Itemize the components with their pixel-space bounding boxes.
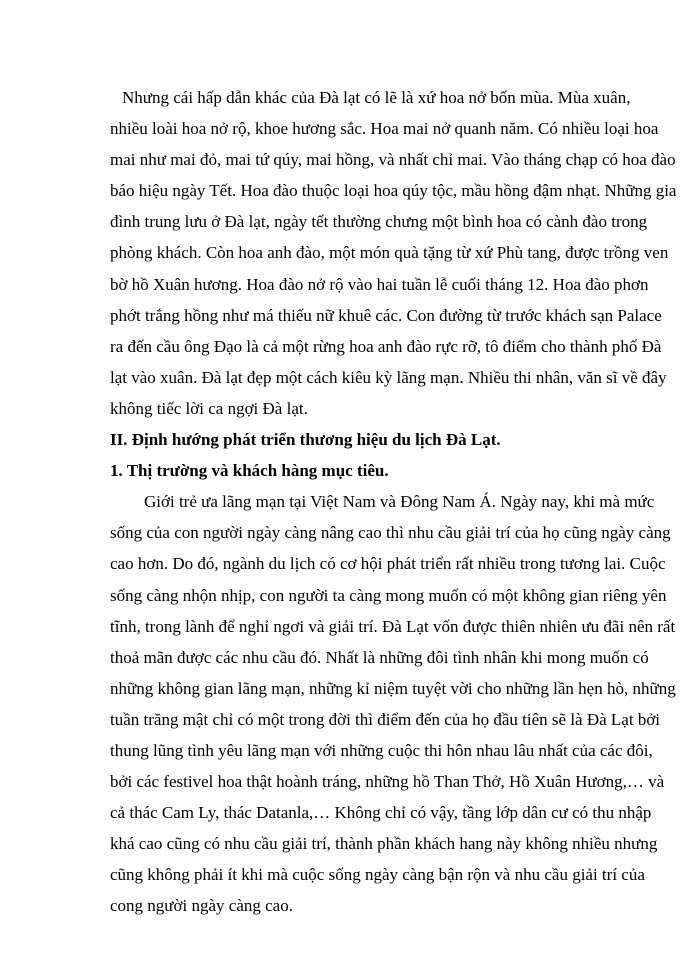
paragraph-line: bởi các festivel hoa thật hoành tráng, những hồ Than Thở, Hồ Xuân Hương,… và — [110, 772, 665, 792]
paragraph-line: lạt vào xuân. Đà lạt đẹp một cách kiêu kỳ lãng mạn. Nhiều thi nhân, văn sĩ về đây — [110, 367, 667, 387]
paragraph-line: khá cao cũng có nhu cầu giải trí, thành phần khách hang này không nhiều nhưng — [110, 834, 658, 854]
paragraph-line: thoả mãn được các nhu cầu đó. Nhất là những đôi tình nhân khi mong muốn có — [110, 647, 649, 667]
paragraph-line: cong người ngày càng cao. — [110, 896, 293, 916]
paragraph-target-market — [110, 486, 676, 921]
paragraph-line: cao hơn. Do đó, ngành du lịch có cơ hội phát triển rất nhiều trong tương lai. Cuộc — [110, 554, 666, 574]
paragraph-line: những không gian lãng mạn, những kỉ niệm tuyệt vời cho những lần hẹn hò, những — [110, 678, 676, 698]
paragraph-line: mai như mai đỏ, mai tứ qúy, mai hồng, và nhất chỉ mai. Vào tháng chạp có hoa đào — [110, 150, 676, 170]
paragraph-line: bờ hồ Xuân hương. Hoa đào nở rộ vào hai tuần lễ cuối tháng 12. Hoa đào phơn — [110, 274, 649, 294]
paragraph-line: sống càng nhộn nhịp, con người ta càng mong muốn có một không gian riêng yên — [110, 585, 667, 605]
paragraph-line: thung lũng tình yêu lãng mạn với những cuộc thi hôn nhau lâu nhất của các đôi, — [110, 740, 653, 760]
paragraph-line: ra đến cầu ông Đạo là cả một rừng hoa anh đào rực rỡ, tô điểm cho thành phố Đà — [110, 336, 662, 356]
document-body — [110, 82, 677, 922]
paragraph-line: sống của con người ngày càng nâng cao thì nhu cầu giải trí của họ cũng ngày càng — [110, 523, 671, 543]
paragraph-line: cả thác Cam Ly, thác Datanla,… Không chỉ có vậy, tầng lớp dân cư có thu nhập — [110, 803, 652, 823]
paragraph-line: phớt trắng hồng như má thiếu nữ khuê các. Con đường từ trước khách sạn Palace — [110, 305, 662, 325]
paragraph-line: phòng khách. Còn hoa anh đào, một món quà tặng từ xứ Phù tang, được trồng ven — [110, 243, 669, 263]
paragraph-line: nhiều loài hoa nở rộ, khoe hương sắc. Hoa mai nở quanh năm. Có nhiều loại hoa — [110, 119, 659, 139]
section-heading: II. Định hướng phát triển thương hiệu du lịch Đà Lạt. — [110, 430, 501, 450]
paragraph-line: Giới trẻ ưa lãng mạn tại Việt Nam và Đông Nam Á. Ngày nay, khi mà mức — [144, 492, 655, 512]
paragraph-line: cũng không phải ít khi mà cuộc sống ngày càng bận rộn và nhu cầu giải trí của — [110, 865, 645, 885]
paragraph-line: đình trung lưu ở Đà lạt, ngày tết thường chưng một bình hoa có cành đào trong — [110, 212, 648, 232]
paragraph-line: tuần trăng mật chỉ có một trong đời thì điểm đến của họ đầu tiên sẽ là Đà Lạt bởi — [110, 709, 661, 729]
paragraph-flowers — [110, 82, 677, 424]
subsection-heading: 1. Thị trường và khách hàng mục tiêu. — [110, 461, 389, 481]
paragraph-line: không tiếc lời ca ngợi Đà lạt. — [110, 398, 308, 418]
paragraph-line: Nhưng cái hấp dẫn khác của Đà lạt có lẽ là xứ hoa nở bốn mùa. Mùa xuân, — [122, 88, 631, 107]
paragraph-line: tĩnh, trong lành để nghỉ ngơi và giải trí. Đà Lạt vốn được thiên nhiên ưu đãi nên rất — [110, 616, 676, 636]
paragraph-line: báo hiệu ngày Tết. Hoa đào thuộc loại hoa qúy tộc, mầu hồng đậm nhạt. Những gia — [110, 181, 677, 201]
